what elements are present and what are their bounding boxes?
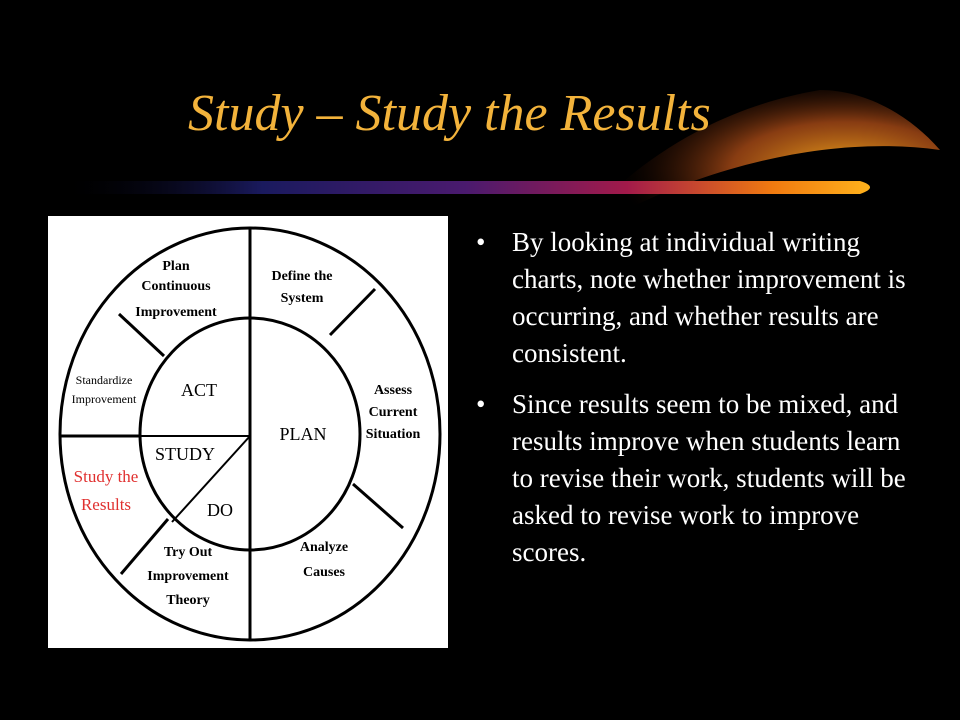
- page-title: Study – Study the Results: [188, 85, 711, 142]
- try-out-line-3: Theory: [166, 593, 210, 608]
- bullet-icon: •: [476, 389, 486, 419]
- define-line-2: System: [280, 291, 324, 306]
- define-line-1: Define the: [271, 269, 333, 284]
- assess-line-2: Current: [368, 405, 418, 420]
- study-label: STUDY: [154, 444, 216, 464]
- try-out-line-2: Improvement: [147, 569, 229, 584]
- bullet-text-1: By looking at individual writing charts, note whether improvement is occurring, and whether results are consistent.: [512, 227, 906, 368]
- plan-continuous-line-1: Plan: [162, 259, 190, 274]
- do-label: DO: [207, 500, 233, 520]
- plan-continuous-line-3: Improvement: [135, 305, 217, 320]
- standardize-line-1: Standardize: [75, 373, 133, 387]
- assess-line-3: Situation: [365, 427, 421, 442]
- analyze-line-1: Analyze: [299, 540, 349, 555]
- bullet-item-1: [476, 224, 916, 372]
- bullet-text-2: Since results seem to be mixed, and results improve when students learn to revise their work, students will be asked to revise work to improve scores.: [512, 389, 906, 567]
- act-label: ACT: [181, 380, 217, 400]
- bullet-list: [476, 224, 916, 585]
- pdsa-cycle-diagram: [48, 216, 448, 648]
- study-results-line-2: Results: [80, 495, 132, 514]
- cycle-wheel: [48, 216, 448, 648]
- plan-label: PLAN: [279, 424, 327, 444]
- plan-continuous-line-2: Continuous: [141, 279, 211, 294]
- bullet-item-2: [476, 386, 916, 571]
- standardize-line-2: Improvement: [71, 392, 137, 406]
- swoosh-bar: [60, 181, 870, 194]
- analyze-line-2: Causes: [302, 565, 346, 580]
- try-out-line-1: Try Out: [163, 545, 213, 560]
- study-results-line-1: Study the: [73, 467, 139, 486]
- assess-line-1: Assess: [373, 383, 413, 398]
- bullet-icon: •: [476, 227, 486, 257]
